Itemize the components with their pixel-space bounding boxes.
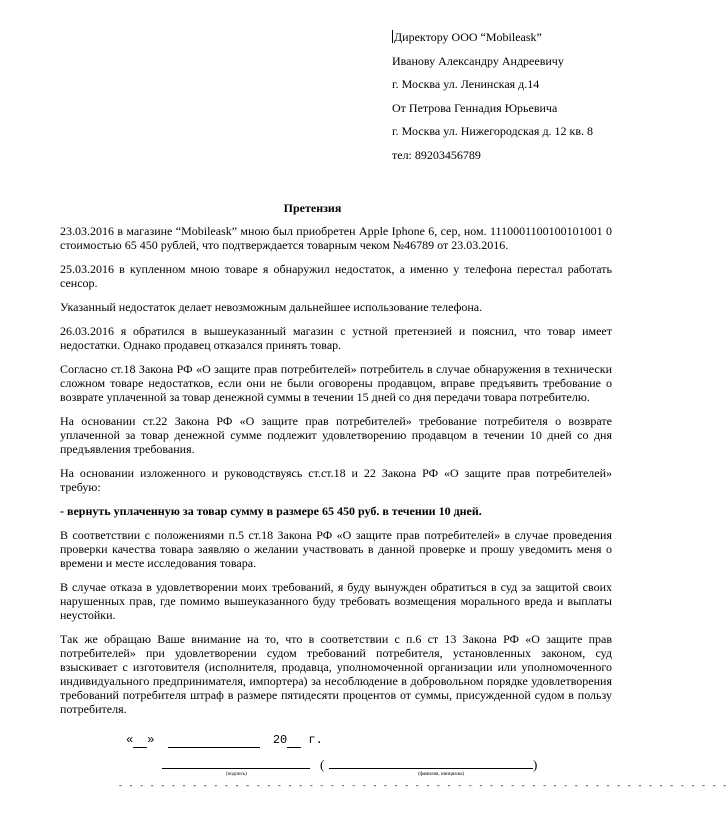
paragraph-demand-intro: На основании изложенного и руководствуясь ст.ст.18 и 22 Закона РФ «О защите прав потребителей» требую: [60, 466, 612, 494]
addressee-line-director: Директору ООО “Mobileask” [394, 30, 542, 44]
paragraph-fine-notice: Так же обращаю Ваше внимание на то, что в соответствии с п.6 ст 13 Закона РФ «О защите прав потребителей» при удовлетворении судом требований потребителя, установленных законом, суд взыскивает с изготовителя (исполнителя, продавца, уполномоченной организации или уполномоченного индивидуального предпринимателя, импортера) за несоблюдение в добровольном порядке удовлетворения требований потребителя штраф в размере пятидесяти процентов от суммы, присужденной судом в пользу потребителя. [60, 632, 612, 716]
year-blank [287, 733, 301, 748]
paragraph-defect-found: 25.03.2016 в купленном мною товаре я обнаружил недостаток, а именно у телефона перестал работать сенсор. [60, 262, 612, 290]
document-body [60, 224, 612, 726]
month-blank [168, 733, 260, 748]
name-line [329, 768, 533, 769]
paragraph-article-22: На основании ст.22 Закона РФ «О защите прав потребителей» требование потребителя о возврате уплаченной за товар денежной сумме подлежит удовлетворению продавцом в течении 10 дней со дня предъявления требования. [60, 414, 612, 456]
date-line: « » 20 г. [126, 733, 323, 747]
sender-line-name: От Петрова Геннадия Юрьевича [392, 100, 558, 115]
paragraph-purchase: 23.03.2016 в магазине “Mobileask” мною был приобретен Apple Iphone 6, сер, ном. 1110001100100101001 0 стоимостью 65 450 рублей, что подтверждается товарным чеком №46789 от 23.03.2016. [60, 224, 612, 252]
sender-line-address: г. Москва ул. Нижегородская д. 12 кв. 8 [392, 124, 594, 138]
sender-line-phone: тел: 89203456789 [392, 147, 481, 162]
paragraph-defect-impact: Указанный недостаток делает невозможным дальнейшее использование телефона. [60, 300, 483, 314]
paragraph-quality-check: В соответствии с положениями п.5 ст.18 Закона РФ «О защите прав потребителей» в случае проведения проверки качества товара заявляю о желании участвовать в данной проверке и прошу уведомить меня о времени и месте исследования товара. [60, 528, 612, 570]
signature-line [162, 768, 310, 769]
day-blank [133, 733, 147, 748]
paragraph-court-warning: В случае отказа в удовлетворении моих требований, я буду вынужден обратиться в суд за защитой своих нарушенных прав, где помимо вышеуказанного буду требовать возмещения морального вреда и выплаты неустойки. [60, 580, 612, 622]
signature-caption: (подпись) [226, 772, 247, 777]
addressee-line-name: Иванову Александру Андреевичу [392, 53, 564, 68]
addressee-line-address: г. Москва ул. Ленинская д.14 [392, 77, 540, 91]
text-cursor [392, 30, 393, 43]
document-title: Претензия [283, 201, 342, 215]
addressee-block [392, 30, 617, 171]
paragraph-oral-claim: 26.03.2016 я обратился в вышеуказанный магазин с устной претензией и пояснил, что товар имеет недостатки. Однако продавец отказался принять товар. [60, 324, 612, 352]
cut-line: - - - - - - - - - - - - - - - - - - - - - - - - - - - - - - - - - - - - - - - - - - - - - - - - - - - - - - - - - - [118, 782, 728, 791]
paragraph-demand: - вернуть уплаченную за товар сумму в размере 65 450 руб. в течении 10 дней. [60, 504, 482, 518]
paragraph-article-18: Согласно ст.18 Закона РФ «О защите прав потребителей» потребитель в случае обнаружения в технически сложном товаре недостатков, если они не были оговорены продавцом, вправе предъявить требование о возврате уплаченной за товар денежной суммы в течении 15 дней со дня передачи товара потребителю. [60, 362, 612, 404]
document-page: Директору ООО “Mobileask” Иванову Александру Андреевичу г. Москва ул. Ленинская д.14 От Петрова Геннадия Юрьевича г. Москва ул. Нижегородская д. 12 кв. 8 тел: 89203456789 Претензия 23.03.2016 в магазине “Mobileask” мною был приобретен Apple Iphone 6, сер, ном. 1110001100100101001 0 стоимостью 65 450 рублей, что подтверждается товарным чеком №46789 от 23.03.2016. 25.03.2016 в купленном мною товаре я обнаружил недостаток, а именно у телефона перестал работать сенсор. Указанный недостаток делает невозможным дальнейшее использование телефона. 26.03.2016 я обратился в вышеуказанный магазин с устной претензией и пояснил, что товар имеет недостатки. Однако продавец отказался принять товар. Согласно ст.18 Закона РФ «О защите прав потребителей» потребитель в случае обнаружения в технически сложном товаре недостатков, если они не были оговорены продавцом, вправе предъявить требование о возврате уплаченной за товар денежной суммы в течении 15 дней со дня передачи товара потребителю. На основании ст.22 Закона РФ «О защите прав потребителей» требование потребителя о возврате уплаченной за товар денежной сумме подлежит удовлетворению продавцом в течении 10 дней со дня предъявления требования. На основании изложенного и руководствуясь ст.ст.18 и 22 Закона РФ «О защите прав потребителей» требую: - вернуть уплаченную за товар сумму в размере 65 450 руб. в течении 10 дней. В соответствии с положениями п.5 ст.18 Закона РФ «О защите прав потребителей» в случае проведения проверки качества товара заявляю о желании участвовать в данной проверке и прошу уведомить меня о времени и месте исследования товара. В случае отказа в удовлетворении моих требований, я буду вынужден обратиться в суд за защитой своих нарушенных прав, где помимо вышеуказанного буду требовать возмещения морального вреда и выплаты неустойки. Так же обращаю Ваше внимание на то, что в соответствии с п.6 ст 13 Закона РФ «О защите прав потребителей» при удовлетворении судом требований потребителя, установленных законом, суд взыскивает с изготовителя (исполнителя, продавца, уполномоченной организации или уполномоченного индивидуального предпринимателя, импортера) за несоблюдение в добровольном порядке удовлетворения требований потребителя штраф в размере пятидесяти процентов от суммы, присужденной судом в пользу потребителя. « » 20 г. ( ) (подпись) (фамилия, инициалы) - - - - - - - - - - - - - - - - - - - - - - - - - - - - - - - - - - - - - - - - - - - - - - - - - - - - - - - - - - [0, 0, 625, 828]
name-caption: (фамилия, инициалы) [418, 772, 465, 777]
